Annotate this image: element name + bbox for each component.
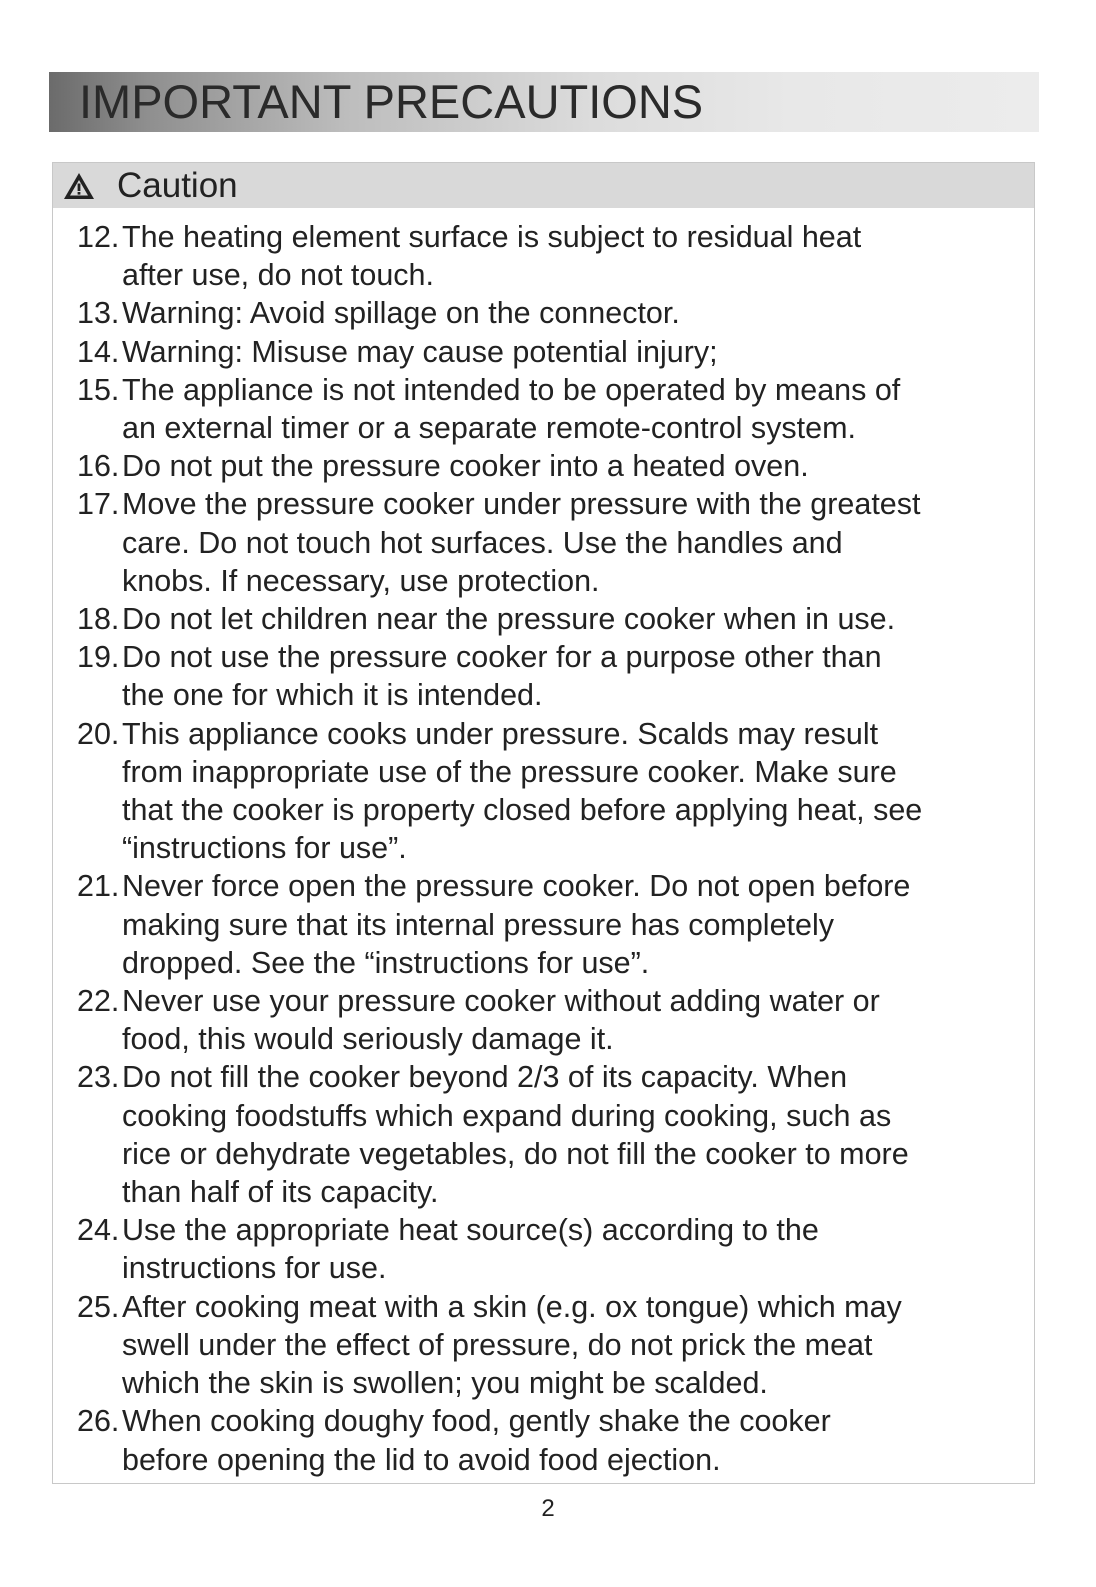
item-text: Warning: Misuse may cause potential injury;	[122, 334, 718, 369]
item-text: After cooking meat with a skin (e.g. ox tongue) which may swell under the effect of pressure, do not prick the meat which the skin is swollen; you might be scalded.	[122, 1289, 902, 1401]
list-item	[77, 715, 1027, 868]
list-item	[77, 1402, 1027, 1478]
item-text: This appliance cooks under pressure. Scalds may result from inappropriate use of the pressure cooker. Make sure that the cooker is property closed before applying heat, see “instructions for use”.	[122, 716, 923, 866]
item-number: 15.	[77, 372, 120, 407]
item-number: 24.	[77, 1213, 120, 1248]
list-item	[77, 1211, 1027, 1287]
item-number: 19.	[77, 640, 120, 675]
item-number: 26.	[77, 1404, 120, 1439]
item-number: 16.	[77, 449, 120, 484]
caution-header	[53, 163, 1034, 208]
item-number: 12.	[77, 220, 120, 254]
item-text: Do not fill the cooker beyond 2/3 of its capacity. When cooking foodstuffs which expand during cooking, such as rice or dehydrate vegetables, do not fill the cooker to more than half of its capacity.	[122, 1060, 909, 1210]
list-item	[77, 1058, 1027, 1211]
list-item	[77, 333, 1027, 371]
item-text: The appliance is not intended to be operated by means of an external timer or a separate remote-control system.	[122, 372, 901, 446]
item-text: When cooking doughy food, gently shake the cooker before opening the lid to avoid food ejection.	[122, 1404, 831, 1477]
item-number: 13.	[77, 296, 120, 331]
list-item	[77, 218, 1027, 294]
item-text: The heating element surface is subject to residual heat after use, do not touch.	[122, 220, 862, 293]
item-text: Do not let children near the pressure cooker when in use.	[122, 602, 896, 637]
caution-box	[52, 162, 1035, 1484]
warning-triangle-icon	[63, 172, 95, 200]
item-number: 23.	[77, 1060, 120, 1095]
list-item	[77, 447, 1027, 485]
precautions-list	[77, 218, 1027, 1479]
item-text: Warning: Avoid spillage on the connector.	[122, 296, 680, 331]
list-item	[77, 638, 1027, 714]
page-number: 2	[541, 1495, 555, 1522]
item-text: Never force open the pressure cooker. Do not open before making sure that its internal pressure has completely dropped. See the “instructions for use”.	[122, 869, 911, 980]
caution-label: Caution	[117, 166, 238, 205]
list-item	[77, 600, 1027, 638]
item-number: 21.	[77, 869, 120, 904]
section-title-bar	[49, 72, 1039, 132]
item-text: Do not use the pressure cooker for a purpose other than the one for which it is intended.	[122, 640, 882, 713]
item-text: Move the pressure cooker under pressure with the greatest care. Do not touch hot surfaces. Use the handles and knobs. If necessary, use protection.	[122, 487, 921, 598]
item-number: 20.	[77, 716, 120, 751]
list-item	[77, 371, 1027, 447]
list-item	[77, 294, 1027, 332]
item-number: 22.	[77, 984, 120, 1019]
item-number: 17.	[77, 487, 120, 522]
item-text: Use the appropriate heat source(s) according to the instructions for use.	[122, 1213, 819, 1286]
list-item	[77, 982, 1027, 1058]
item-number: 14.	[77, 334, 120, 369]
list-item	[77, 485, 1027, 600]
item-text: Never use your pressure cooker without adding water or food, this would seriously damage it.	[122, 984, 880, 1057]
page-title: IMPORTANT PRECAUTIONS	[79, 75, 704, 128]
item-text: Do not put the pressure cooker into a heated oven.	[122, 449, 809, 484]
list-item	[77, 867, 1027, 982]
item-number: 18.	[77, 602, 120, 637]
list-item	[77, 1288, 1027, 1403]
item-number: 25.	[77, 1289, 120, 1324]
